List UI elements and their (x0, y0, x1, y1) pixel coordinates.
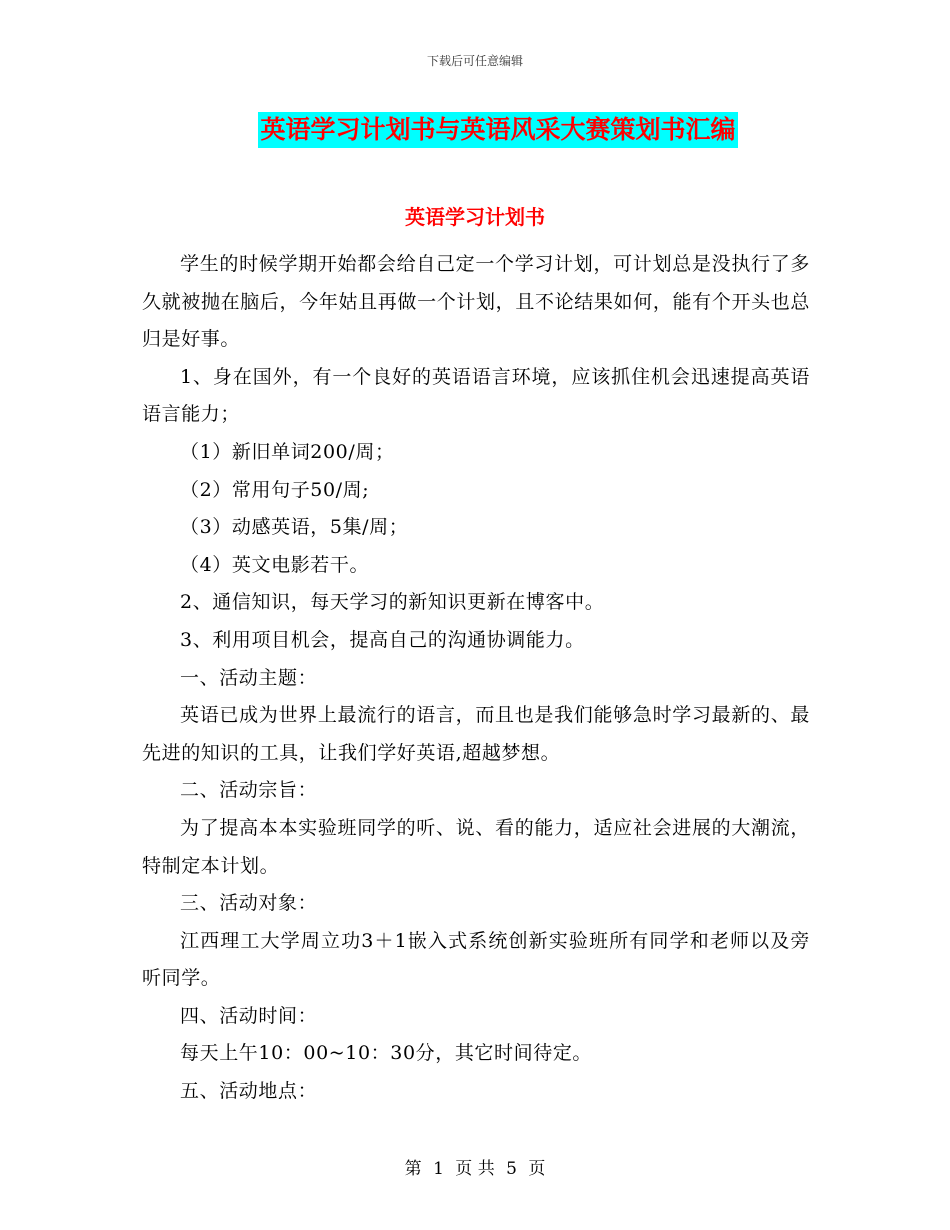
paragraph: 3、利用项目机会，提高自己的沟通协调能力。 (180, 628, 585, 651)
document-title-container (0, 112, 950, 148)
document-body (142, 246, 810, 1111)
paragraph: （2）常用句子50/周; (180, 478, 370, 501)
paragraph: 2、通信知识，每天学习的新知识更新在博客中。 (180, 591, 605, 614)
document-title: 英语学习计划书与英语风采大赛策划书汇编 (258, 112, 737, 148)
paragraph: （1）新旧单词200/周； (180, 440, 395, 463)
paragraph: 二、活动宗旨： (180, 779, 318, 802)
paragraph: 三、活动对象： (180, 892, 318, 915)
paragraph: 学生的时候学期开始都会给自己定一个学习计划，可计划总是没执行了多久就被抛在脑后，今年姑且再做一个计划，且不论结果如何，能有个开头也总归是好事。 (142, 253, 810, 351)
paragraph: 英语已成为世界上最流行的语言，而且也是我们能够急时学习最新的、最先进的知识的工具，让我们学好英语,超越梦想。 (142, 704, 810, 764)
section-title: 英语学习计划书 (405, 205, 545, 229)
current-page-number: 1 (433, 1159, 444, 1179)
paragraph: 五、活动地点： (180, 1080, 318, 1103)
page-footer (0, 1154, 950, 1179)
paragraph: 每天上午10：00~10：30分，其它时间待定。 (180, 1042, 593, 1065)
paragraph: 四、活动时间： (180, 1004, 318, 1027)
paragraph: 一、活动主题： (180, 666, 318, 689)
paragraph: （3）动感英语，5集/周； (180, 516, 409, 539)
paragraph: 为了提高本本实验班同学的听、说、看的能力，适应社会进展的大潮流，特制定本计划。 (142, 816, 810, 877)
paragraph: 江西理工大学周立功3＋1嵌入式系统创新实验班所有同学和老师以及旁听同学。 (142, 929, 810, 990)
page-label-mid: 页 共 (455, 1159, 495, 1179)
header-note: 下载后可任意编辑 (426, 54, 523, 68)
page-label-prefix: 第 (404, 1159, 422, 1179)
total-pages-number: 5 (506, 1159, 517, 1179)
paragraph: （4）英文电影若干。 (180, 553, 370, 576)
page-label-suffix: 页 (528, 1159, 546, 1179)
paragraph: 1、身在国外，有一个良好的英语语言环境，应该抓住机会迅速提高英语语言能力； (142, 365, 810, 426)
